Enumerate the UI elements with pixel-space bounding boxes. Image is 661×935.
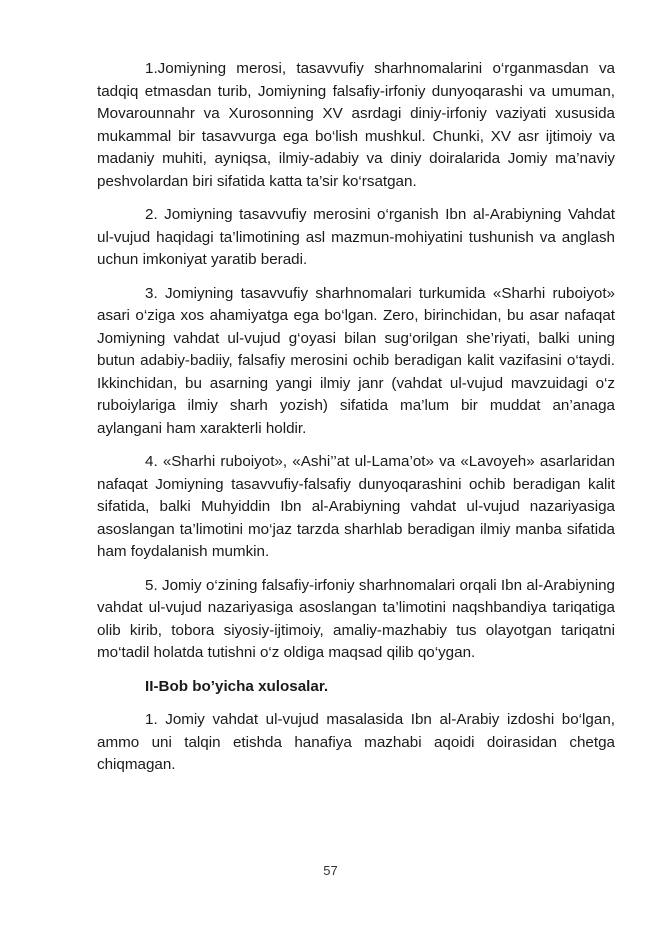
paragraph-1: 1.Jomiyning merosi, tasavvufiy sharhnomalarini o‘rganmasdan va tadqiq etmasdan turib, Jomiyning falsafiy-irfoniy dunyoqarashi va umuman, Movarounnahr va Xurosonning XV asrdagi diniy-irfoniy vaziyati xususida mukammal bir tasavvurga ega bo‘lish mushkul. Chunki, XV asr ijtimoiy va madaniy muhiti, ayniqsa, ilmiy-adabiy va diniy doiralarida Jomiy ma’naviy peshvolardan biri sifatida katta ta’sir ko‘rsatgan. (97, 60, 615, 190)
final-paragraph: 1. Jomiy vahdat ul-vujud masalasida Ibn al-Arabiy izdoshi bo‘lgan, ammo uni talqin etishda hanafiya mazhabi aqoidi doirasidan chetga chiqmagan. (97, 711, 615, 773)
paragraph-5: 5. Jomiy o‘zining falsafiy-irfoniy sharhnomalari orqali Ibn al-Arabiyning vahdat ul-vujud nazariyasiga asoslangan ta’limotini naqshbandiya tariqatiga olib kirib, tobora siyosiy-ijtimoiy, amaliy-mazhabiy tus olayotgan tariqatni mo‘tadil holatda tutishni o‘z oldiga maqsad qilib qo‘ygan. (97, 576, 615, 661)
paragraph-3: 3. Jomiyning tasavvufiy sharhnomalari turkumida «Sharhi ruboiyot» asari o‘ziga xos ahamiyatga ega bo‘lgan. Zero, birinchidan, bu asar nafaqat Jomiyning vahdat ul-vujud g‘oyasi bilan sug‘orilgan she’riyati, balki uning butun adabiy-badiiy, falsafiy merosini ochib beradigan kalit vazifasini o‘taydi. Ikkinchidan, bu asarning yangi ilmiy janr (vahdat ul-vujud mavzuidagi o‘z ruboiylariga ilmiy sharh yozish) sifatida ma’lum bir muddat an’anaga aylangani ham xarakterli holdir. (97, 284, 615, 437)
document-body (97, 58, 615, 788)
section-heading: II-Bob bo’yicha xulosalar. (145, 677, 329, 695)
paragraph-4: 4. «Sharhi ruboiyot», «Ashi’’at ul-Lama’ot» va «Lavoyeh» asarlaridan nafaqat Jomiyning tasavvufiy-falsafiy dunyoqarashini ochib beradigan kalit sifatida, balki Muhyiddin Ibn al-Arabiyning vahdat ul-vujud nazariyasiga asoslangan ta’limotini mo‘jaz tarzda sharhlab beradigan ilmiy manba sifatida ham foydalanish mumkin. (97, 453, 615, 560)
page-number: 57 (323, 863, 338, 878)
paragraph-2: 2. Jomiyning tasavvufiy merosini o‘rganish Ibn al-Arabiyning Vahdat ul-vujud haqidagi ta’limotining asl mazmun-mohiyatini tushunish va anglash uchun imkoniyat yaratib beradi. (97, 206, 615, 268)
